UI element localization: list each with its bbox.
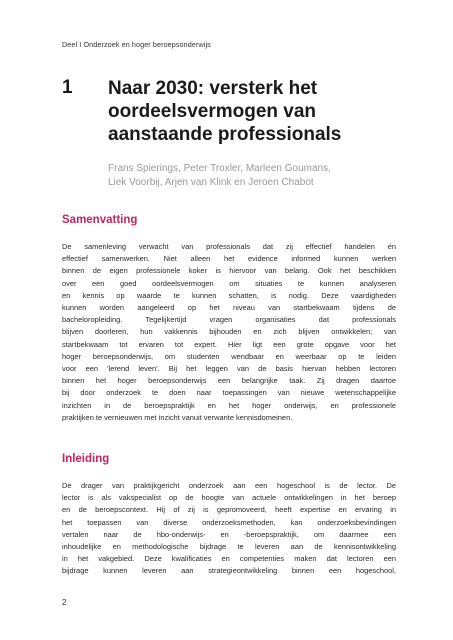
chapter-title-line: aanstaande professionals xyxy=(108,124,342,145)
text-line: kunnen worden aangeleerd op het niveau van startbekwaam tijdens de xyxy=(62,303,396,313)
text-line: voor een 'lerend leven'. Bij het leggen van de basis hiervan hebben lectoren xyxy=(62,364,396,374)
text-line: lector is als vakspecialist op de hoogte van actuele ontwikkelingen in het beroep xyxy=(62,493,396,503)
introduction-paragraph xyxy=(62,480,396,578)
text-line: bacheloropleiding. Tegelijkertijd vragen organisaties dat professionals xyxy=(62,315,396,325)
text-line: hoger beroepsonderwijs, om studenten wendbaar en weerbaar op te leiden xyxy=(62,351,396,361)
text-line: effectief samenwerken. Niet alleen het evidence informed kunnen werken xyxy=(62,254,396,264)
text-line: bijdrage kunnen leveren aan strategieontwikkeling binnen een hogeschool, xyxy=(62,566,396,576)
summary-paragraph xyxy=(62,241,396,424)
authors-line: Liek Voorbij, Arjen van Klink en Jeroen Chabot xyxy=(108,177,314,188)
text-line: praktijken te vernieuwen met inzicht vanuit verwante kennisdomeinen. xyxy=(62,412,293,422)
chapter-title-line: oordeelsvermogen van xyxy=(108,101,317,122)
text-line: inzichten in de beroepspraktijk en het hoger onderwijs, en professionele xyxy=(62,400,396,410)
text-line: vertalen naar de hbo-onderwijs- en -beroepspraktijk, om daarmee een xyxy=(62,529,396,539)
chapter-title xyxy=(108,77,408,146)
text-line: startbekwaam tot ervaren tot expert. Hier ligt een grote opgave voor het xyxy=(62,339,396,349)
text-line: bij door onderzoek te doen naar toepassingen van nieuwe wetenschappelijke xyxy=(62,388,396,398)
chapter-number: 1 xyxy=(62,77,73,98)
authors-line: Frans Spierings, Peter Troxler, Marleen Goumans, xyxy=(108,163,331,174)
text-line: blijven doorleren, hun vakkennis bijhouden en zich blijven ontwikkelen; van xyxy=(62,327,396,337)
text-line: en de beroepscontext. Hij of zij is gepromoveerd, heeft expertise en ervaring in xyxy=(62,505,396,515)
text-line: inhoudelijke en methodologische bijdrage te leveren aan de kennisontwikkeling xyxy=(62,542,396,552)
text-line: De samenleving verwacht van professionals dat zij effectief handelen én xyxy=(62,242,396,251)
text-line: het toepassen van diverse onderzoeksmethoden, kan onderzoeksbevindingen xyxy=(62,517,396,527)
text-line: De drager van praktijkgericht onderzoek aan een hogeschool is de lector. De xyxy=(62,481,396,490)
section-heading-samenvatting: Samenvatting xyxy=(62,214,138,226)
running-head: Deel I Onderzoek en hoger beroepsonderwijs xyxy=(62,40,211,49)
authors xyxy=(108,162,408,190)
page-number: 2 xyxy=(62,598,67,607)
text-line: binnen het hoger beroepsonderwijs een belangrijke taak. Zij dragen daartoe xyxy=(62,376,396,386)
text-line: over een goed oordeelsvermogen om situaties te kunnen analyseren xyxy=(62,278,396,288)
text-line: binnen de eigen professionele koker is hiervoor van belang. Ook het beschikken xyxy=(62,266,396,276)
text-line: en kennis op waarde te kunnen schatten, is nodig. Deze vaardigheden xyxy=(62,290,396,300)
section-heading-inleiding: Inleiding xyxy=(62,453,110,465)
chapter-title-line: Naar 2030: versterk het xyxy=(108,78,318,99)
text-line: in het vakgebied. Deze kwalificaties en competenties maken dat lectoren een xyxy=(62,554,396,564)
